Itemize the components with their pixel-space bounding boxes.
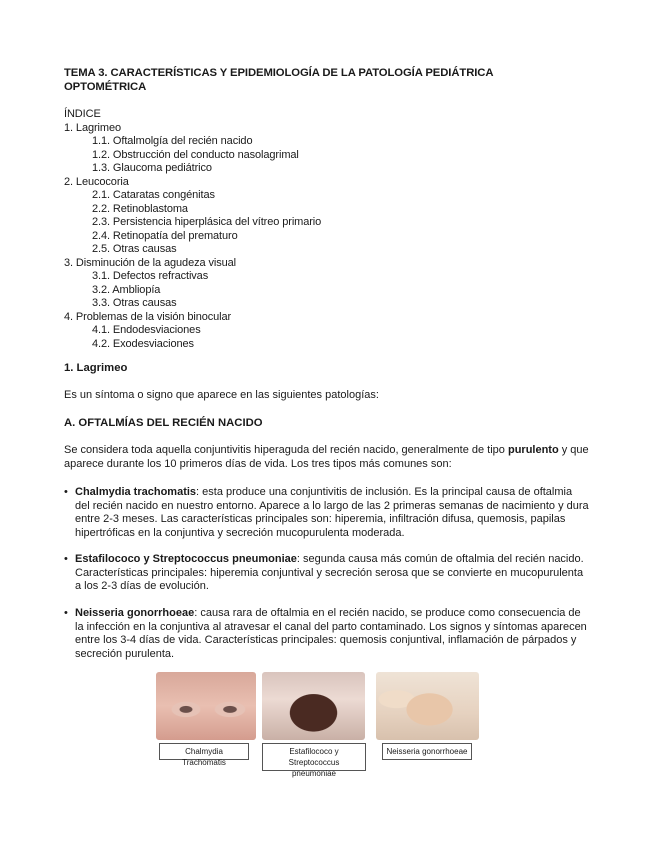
bullet-text: : segunda causa más común de oftalmia del recién nacido. Características principales: hiperemia conjuntival y secreción serosa que se convierte en mucopurulenta a los 2-3 días de evolución.: [75, 553, 584, 592]
bullet-term: Estafilococo y Streptococcus pneumoniae: [75, 553, 297, 565]
toc-item: 2. Leucocoria: [64, 175, 129, 188]
bullet-term: Chalmydia trachomatis: [75, 486, 197, 498]
section-heading-oftalmias: A. OFTALMÍAS DEL RECIÉN NACIDO: [64, 417, 263, 429]
caption-chlamydia: Chalmydia Trachomatis: [159, 743, 249, 760]
bullet-text: : causa rara de oftalmia en el recién nacido, se produce como consecuencia de la infección en la conjuntiva al atravesar el canal del parto contaminado. Los signos y síntomas aparecen entre los 3-4 días de vida. Características principales: quemosis conjuntival, inflamación de párpados y secreción purulenta.: [75, 607, 587, 660]
bullet-item: [64, 553, 589, 594]
toc-item: 2.4. Retinopatía del prematuro: [92, 229, 238, 242]
photo-estafilococo: [262, 672, 365, 740]
toc-item: 3.3. Otras causas: [92, 297, 177, 309]
toc-item: 1.1. Oftalmolgía del recién nacido: [92, 135, 253, 147]
bullet-dot: •: [64, 553, 68, 565]
toc-item: 3. Disminución de la agudeza visual: [64, 256, 236, 269]
photo-chlamydia: [156, 672, 256, 740]
toc-item: 1.3. Glaucoma pediátrico: [92, 162, 212, 174]
bullet-dot: •: [64, 607, 68, 619]
toc-item: 3.1. Defectos refractivas: [92, 270, 209, 282]
toc-item: 3.2. Ambliopía: [92, 283, 161, 296]
bullet-term: Neisseria gonorrhoeae: [75, 607, 195, 619]
caption-estafilococo: Estafilococo y Streptococcus pneumoniae: [262, 743, 366, 771]
toc-item: 2.1. Cataratas congénitas: [92, 189, 215, 201]
document-title: TEMA 3. CARACTERÍSTICAS Y EPIDEMIOLOGÍA DE LA PATOLOGÍA PEDIÁTRICA OPTOMÉTRICA: [64, 67, 493, 93]
bullet-item: [64, 486, 589, 540]
toc-item: 1.2. Obstrucción del conducto nasolagrimal: [92, 148, 299, 161]
bullet-dot: •: [64, 486, 68, 498]
photo-neisseria: [376, 672, 479, 740]
bullet-text: : esta produce una conjuntivitis de inclusión. Es la principal causa de oftalmia del recién nacido en nuestro entorno. Aparece a lo largo de las 2 primeras semanas de nacimiento y dura entre 2-3 meses. Las características principales son: hiperemia, infiltración difusa, quemosis, papilas hipertróficas en la conjuntiva y secreción mucopurulenta moderada.: [75, 486, 589, 539]
table-of-contents: [64, 108, 321, 351]
toc-item: 4.2. Exodesviaciones: [92, 337, 194, 350]
caption-neisseria: Neisseria gonorrhoeae: [382, 743, 472, 760]
toc-item: 2.3. Persistencia hiperplásica del vítreo primario: [92, 216, 322, 228]
bullet-item: [64, 607, 589, 661]
para-text-pre: Se considera toda aquella conjuntivitis hiperaguda del recién nacido, generalmente de tipo: [64, 444, 508, 456]
toc-item: 1. Lagrimeo: [64, 121, 121, 134]
toc-item: 2.5. Otras causas: [92, 243, 177, 255]
toc-heading: ÍNDICE: [64, 108, 101, 120]
para-text-bold: purulento: [507, 444, 559, 456]
section-intro: Es un síntoma o signo que aparece en las siguientes patologías:: [64, 389, 379, 401]
para-text-post: y que aparece durante los 10 primeros días de vida. Los tres tipos más comunes son:: [64, 444, 589, 470]
section-heading-lagrimeo: 1. Lagrimeo: [64, 362, 128, 374]
toc-item: 4.1. Endodesviaciones: [92, 324, 201, 336]
toc-item: 4. Problemas de la visión binocular: [64, 310, 232, 323]
section-paragraph: [64, 444, 589, 471]
toc-item: 2.2. Retinoblastoma: [92, 202, 188, 215]
